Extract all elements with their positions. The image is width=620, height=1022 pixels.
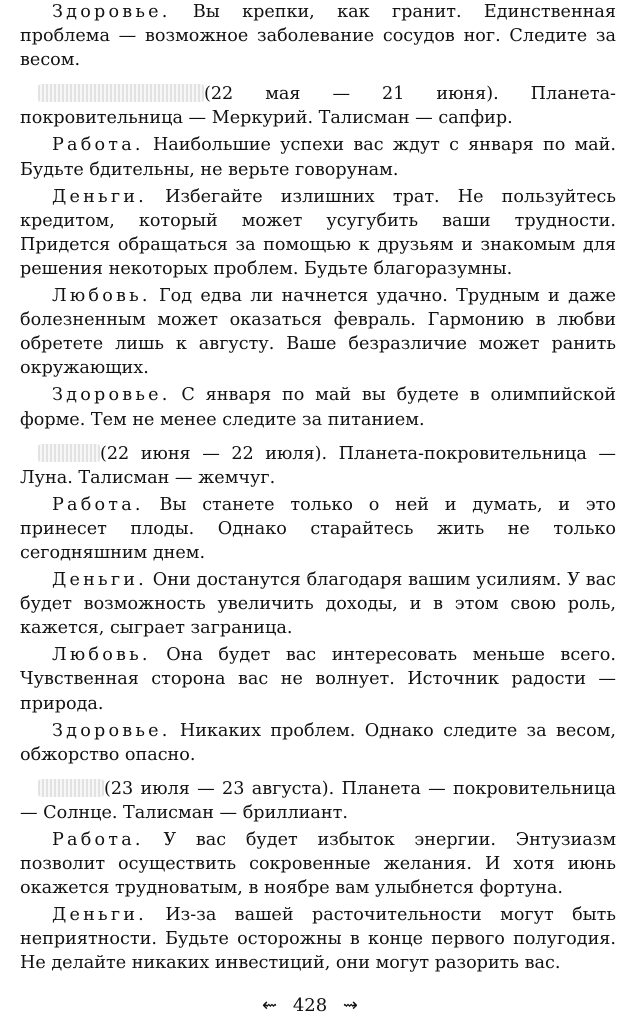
forecast-paragraph (20, 0, 616, 72)
topic-lead: Любовь. (52, 286, 151, 307)
forecast-paragraph (20, 284, 616, 380)
sign-dates-text: (22 мая — 21 июня). Планета-покровительница — Меркурий. Талисман — сапфир. (20, 84, 616, 129)
topic-lead: Любовь. (52, 645, 151, 666)
topic-lead: Здоровье. (52, 720, 171, 741)
forecast-paragraph (20, 719, 616, 767)
zodiac-sign-heading (20, 777, 616, 825)
left-arrow-icon: ⇜ (261, 995, 278, 1016)
page-body (20, 0, 616, 976)
forecast-paragraph (20, 185, 616, 281)
topic-text: Из-за вашей расточительности могут быть неприятности. Будьте осторожны в конце первого полугодия. Не делайте никаких инвестиций, они могут разорить вас. (20, 905, 616, 974)
topic-text: Никаких проблем. Однако следите за весом, обжорство опасно. (20, 720, 616, 765)
forecast-paragraph (20, 493, 616, 565)
zodiac-sign-heading (20, 82, 616, 130)
topic-text: С января по май вы будете в олимпийской форме. Тем не менее следите за питанием. (20, 385, 616, 430)
forecast-paragraph (20, 568, 616, 640)
faded-sign-name-smudge (38, 444, 100, 462)
sign-dates-text: (22 июня — 22 июля). Планета-покровительница — Луна. Талисман — жемчуг. (20, 443, 616, 488)
topic-text: У вас будет избыток энергии. Энтузиазм позволит осуществить сокровенные желания. И хотя июнь окажется трудноватым, в ноябре вам улыбнется фортуна. (20, 830, 616, 899)
topic-text: Она будет вас интересовать меньше всего. Чувственная сторона вас не волнует. Источник радости — природа. (20, 645, 616, 714)
topic-text: Год едва ли начнется удачно. Трудным и даже болезненным может оказаться февраль. Гармонию в любви обретете лишь к августу. Ваше безразличие может ранить окружающих. (20, 286, 616, 379)
topic-lead: Деньги. (52, 570, 147, 591)
topic-lead: Работа. (52, 135, 144, 156)
topic-lead: Работа. (52, 494, 144, 515)
zodiac-sign-heading (20, 442, 616, 490)
sign-dates-text: (23 июля — 23 августа). Планета — покровительница — Солнце. Талисман — бриллиант. (20, 778, 616, 823)
topic-lead: Здоровье. (52, 385, 171, 406)
faded-sign-name-smudge (38, 779, 104, 797)
topic-lead: Деньги. (52, 186, 147, 207)
right-arrow-icon: ⇝ (342, 995, 358, 1016)
topic-text: Они достанутся благодаря вашим усилиям. У вас будет возможность увеличить доходы, и в этом свою роль, кажется, сыграет заграница. (20, 570, 616, 639)
topic-text: Вы станете только о ней и думать, и это принесет плоды. Однако старайтесь жить не только сегодняшним днем. (20, 494, 616, 563)
topic-lead: Деньги. (52, 905, 147, 926)
page-footer (0, 995, 620, 1017)
topic-lead: Здоровье. (52, 2, 171, 22)
forecast-paragraph (20, 903, 616, 975)
topic-text: Наибольшие успехи вас ждут с января по май. Будьте бдительны, не верьте говорунам. (20, 135, 616, 180)
topic-text: Вы крепки, как гранит. Единственная проблема — возможное заболевание сосудов ног. Следите за весом. (20, 2, 616, 71)
topic-lead: Работа. (52, 830, 144, 850)
forecast-paragraph (20, 133, 616, 181)
forecast-paragraph (20, 828, 616, 900)
page-number: 428 (292, 995, 328, 1016)
forecast-paragraph (20, 643, 616, 715)
faded-sign-name-smudge (38, 84, 204, 102)
forecast-paragraph (20, 383, 616, 431)
topic-text: Избегайте излишних трат. Не пользуйтесь кредитом, который может усугубить ваши трудности. Придется обращаться за помощью к друзьям и знакомым для решения некоторых проблем. Будьте благоразумны. (20, 186, 616, 279)
